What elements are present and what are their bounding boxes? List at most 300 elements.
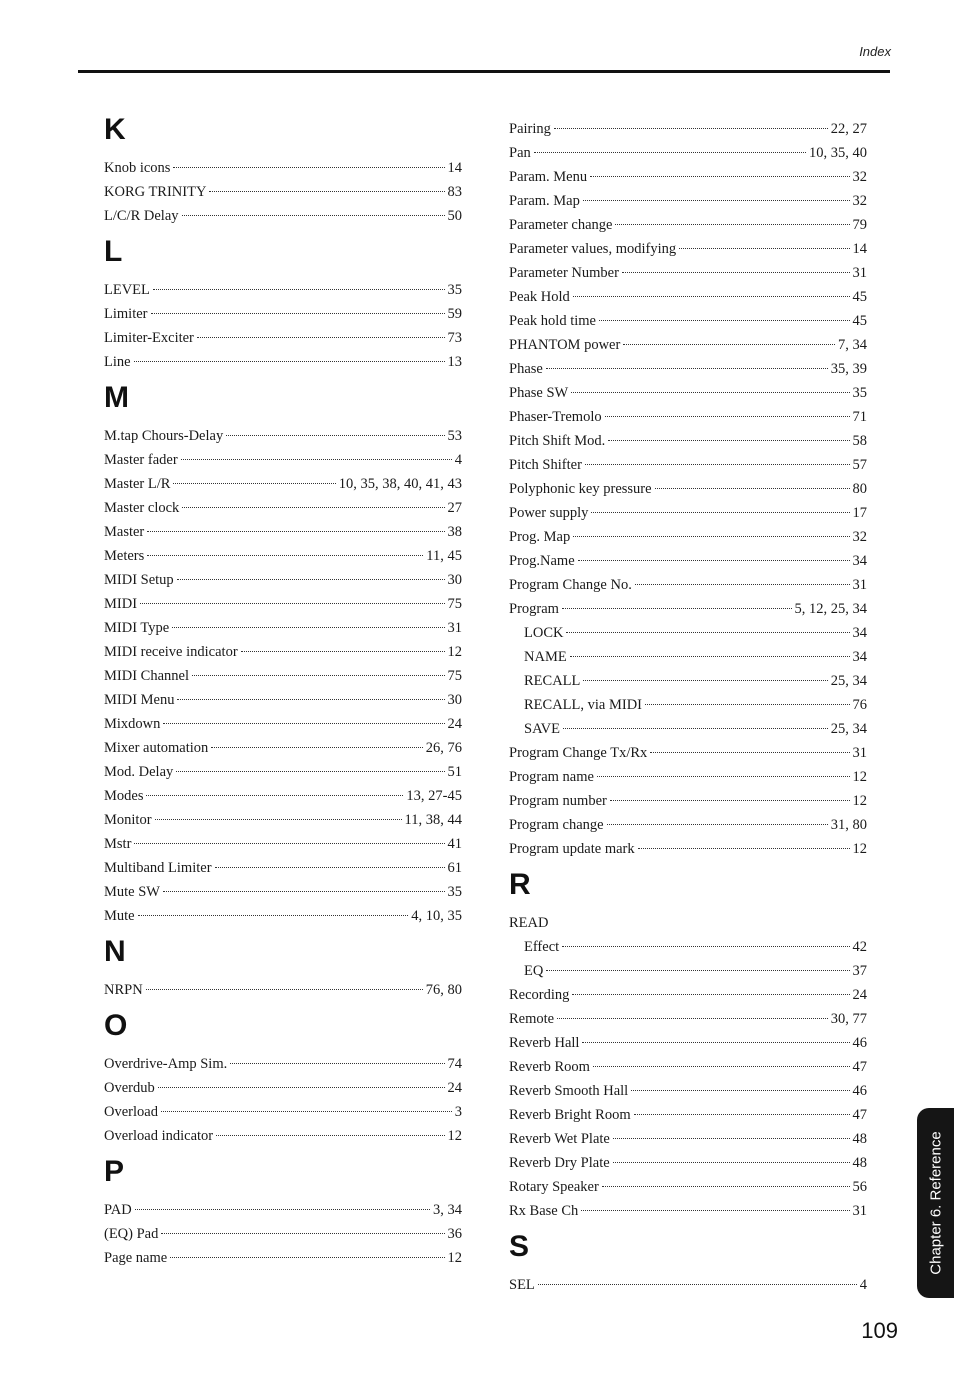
- entry-term: Mixer automation: [104, 740, 209, 756]
- index-entry: [104, 472, 462, 496]
- entry-pages: 13: [447, 354, 462, 370]
- dot-leader: [593, 1066, 850, 1067]
- entry-term: Pitch Shifter: [509, 457, 582, 473]
- dot-leader: [170, 1257, 444, 1258]
- entry-term: Phase SW: [509, 385, 569, 401]
- index-entry: [509, 117, 867, 141]
- entry-term: Knob icons: [104, 160, 171, 176]
- index-entry: [104, 568, 462, 592]
- index-entry: [509, 381, 867, 405]
- entry-term: RECALL: [524, 673, 581, 689]
- index-section: [509, 867, 867, 1223]
- entry-pages: 31: [447, 620, 462, 636]
- dot-leader: [177, 699, 444, 700]
- index-entry: [509, 1199, 867, 1223]
- entry-term: Remote: [509, 1011, 555, 1027]
- entry-term: PAD: [104, 1202, 132, 1218]
- entry-term: Program Change No.: [509, 577, 632, 593]
- entry-term: L/C/R Delay: [104, 208, 179, 224]
- entry-term: RECALL, via MIDI: [524, 697, 642, 713]
- entry-term: Param. Map: [509, 193, 580, 209]
- entry-term: Overload: [104, 1104, 158, 1120]
- entry-term: Pairing: [509, 121, 551, 137]
- entry-term: Phaser-Tremolo: [509, 409, 602, 425]
- entry-term: Recording: [509, 987, 570, 1003]
- entry-term: MIDI Menu: [104, 692, 175, 708]
- entry-pages: 47: [852, 1107, 867, 1123]
- entry-term: MIDI Setup: [104, 572, 174, 588]
- entry-term: Reverb Bright Room: [509, 1107, 631, 1123]
- entry-pages: 42: [852, 939, 867, 955]
- dot-leader: [590, 176, 849, 177]
- index-entry: [104, 326, 462, 350]
- dot-leader: [216, 1135, 444, 1136]
- entry-pages: 31: [852, 1203, 867, 1219]
- index-entry: [104, 1124, 462, 1148]
- index-section: [509, 117, 867, 861]
- entry-pages: 3: [454, 1104, 462, 1120]
- index-entry: [104, 496, 462, 520]
- dot-leader: [241, 651, 445, 652]
- entry-pages: 75: [447, 596, 462, 612]
- entry-term: MIDI Type: [104, 620, 170, 636]
- entry-pages: 31, 80: [830, 817, 867, 833]
- entry-pages: 4: [859, 1277, 867, 1293]
- entry-term: Program change: [509, 817, 604, 833]
- dot-leader: [631, 1090, 849, 1091]
- dot-leader: [215, 867, 445, 868]
- entry-pages: 46: [852, 1083, 867, 1099]
- entry-term: Peak hold time: [509, 313, 596, 329]
- entry-pages: 80: [852, 481, 867, 497]
- index-entry: [509, 1175, 867, 1199]
- dot-leader: [163, 723, 444, 724]
- entry-pages: 51: [447, 764, 462, 780]
- entry-pages: 47: [852, 1059, 867, 1075]
- index-subentry: [509, 717, 867, 741]
- entry-term: MIDI receive indicator: [104, 644, 238, 660]
- dot-leader: [173, 483, 335, 484]
- entry-pages: 24: [852, 987, 867, 1003]
- index-subentry: [509, 693, 867, 717]
- dot-leader: [679, 248, 849, 249]
- index-entry: [509, 165, 867, 189]
- entry-term: Peak Hold: [509, 289, 570, 305]
- index-entry: [509, 1273, 867, 1297]
- index-section: [104, 1008, 462, 1148]
- entry-term: Reverb Wet Plate: [509, 1131, 610, 1147]
- entry-term: Master: [104, 524, 145, 540]
- index-entry: [509, 141, 867, 165]
- entry-pages: 76: [852, 697, 867, 713]
- entry-pages: 37: [852, 963, 867, 979]
- index-section: [104, 234, 462, 374]
- index-entry: [104, 1222, 462, 1246]
- dot-leader: [151, 313, 445, 314]
- entry-pages: 75: [447, 668, 462, 684]
- entry-term: Prog. Map: [509, 529, 571, 545]
- entry-pages: 83: [447, 184, 462, 200]
- dot-leader: [572, 994, 849, 995]
- entry-term: Pan: [509, 145, 531, 161]
- dot-leader: [211, 747, 422, 748]
- entry-term: NRPN: [104, 982, 143, 998]
- index-entry: [104, 784, 462, 808]
- dot-leader: [557, 1018, 828, 1019]
- index-section: [509, 1229, 867, 1297]
- index-entry: [104, 544, 462, 568]
- index-entry: [104, 664, 462, 688]
- entry-term: Rotary Speaker: [509, 1179, 599, 1195]
- entry-term: Program update mark: [509, 841, 635, 857]
- index-entry: [104, 156, 462, 180]
- index-entry: [104, 1198, 462, 1222]
- index-entry: [509, 983, 867, 1007]
- entry-pages: 34: [852, 553, 867, 569]
- dot-leader: [615, 224, 849, 225]
- dot-leader: [146, 795, 403, 796]
- entry-term: Phase: [509, 361, 543, 377]
- dot-leader: [161, 1233, 444, 1234]
- index-entry: [509, 741, 867, 765]
- entry-term: Modes: [104, 788, 144, 804]
- entry-pages: 76, 80: [425, 982, 462, 998]
- entry-term: MIDI: [104, 596, 138, 612]
- entry-term: LOCK: [524, 625, 564, 641]
- index-entry: [509, 213, 867, 237]
- entry-term: Line: [104, 354, 131, 370]
- index-entry: [509, 429, 867, 453]
- entry-pages: 3, 34: [433, 1202, 462, 1218]
- entry-term: NAME: [524, 649, 567, 665]
- entry-pages: 30: [447, 692, 462, 708]
- entry-pages: 71: [852, 409, 867, 425]
- dot-leader: [197, 337, 445, 338]
- dot-leader: [655, 488, 850, 489]
- index-entry: [104, 640, 462, 664]
- entry-pages: 32: [852, 169, 867, 185]
- entry-term: Mute: [104, 908, 135, 924]
- entry-pages: 10, 35, 40: [809, 145, 867, 161]
- entry-term: Limiter: [104, 306, 148, 322]
- entry-term: Mod. Delay: [104, 764, 174, 780]
- index-entry: [509, 813, 867, 837]
- index-entry: [104, 832, 462, 856]
- entry-term: MIDI Channel: [104, 668, 189, 684]
- index-entry: [104, 856, 462, 880]
- index-section: [104, 112, 462, 228]
- dot-leader: [546, 368, 828, 369]
- section-letter: N: [104, 935, 126, 968]
- index-entry: [509, 501, 867, 525]
- entry-pages: 31: [852, 577, 867, 593]
- index-entry: [104, 736, 462, 760]
- entry-pages: 50: [447, 208, 462, 224]
- index-subentry: [509, 621, 867, 645]
- entry-term: KORG TRINITY: [104, 184, 207, 200]
- entry-pages: 32: [852, 193, 867, 209]
- dot-leader: [613, 1138, 850, 1139]
- dot-leader: [571, 392, 849, 393]
- entry-pages: 32: [852, 529, 867, 545]
- entry-term: PHANTOM power: [509, 337, 621, 353]
- dot-leader: [597, 776, 850, 777]
- index-entry: [104, 1076, 462, 1100]
- dot-leader: [607, 824, 828, 825]
- dot-leader: [146, 989, 423, 990]
- index-entry: [509, 453, 867, 477]
- entry-term: Master fader: [104, 452, 178, 468]
- index-entry: [509, 765, 867, 789]
- dot-leader: [192, 675, 445, 676]
- index-entry: [104, 712, 462, 736]
- entry-pages: 36: [447, 1226, 462, 1242]
- entry-pages: 14: [852, 241, 867, 257]
- entry-term: Rx Base Ch: [509, 1203, 579, 1219]
- entry-term: Mixdown: [104, 716, 161, 732]
- entry-pages: 59: [447, 306, 462, 322]
- chapter-side-tab-label: Chapter 6. Reference: [927, 1131, 944, 1275]
- index-entry: [104, 760, 462, 784]
- entry-pages: 4, 10, 35: [411, 908, 462, 924]
- entry-term: LEVEL: [104, 282, 150, 298]
- index-entry: [104, 1246, 462, 1270]
- dot-leader: [158, 1087, 445, 1088]
- entry-pages: 12: [852, 793, 867, 809]
- entry-term: Overload indicator: [104, 1128, 214, 1144]
- header-title: Index: [859, 44, 891, 59]
- dot-leader: [635, 584, 850, 585]
- chapter-side-tab: [917, 1108, 954, 1298]
- entry-pages: 24: [447, 716, 462, 732]
- dot-leader: [634, 1114, 850, 1115]
- index-entry: [104, 592, 462, 616]
- entry-pages: 31: [852, 745, 867, 761]
- index-section: [104, 380, 462, 928]
- dot-leader: [538, 1284, 857, 1285]
- entry-pages: 27: [447, 500, 462, 516]
- entry-pages: 45: [852, 289, 867, 305]
- dot-leader: [650, 752, 849, 753]
- entry-pages: 56: [852, 1179, 867, 1195]
- entry-term: Meters: [104, 548, 145, 564]
- dot-leader: [226, 435, 444, 436]
- dot-leader: [582, 1042, 849, 1043]
- dot-leader: [591, 512, 849, 513]
- entry-term: Power supply: [509, 505, 589, 521]
- dot-leader: [147, 531, 444, 532]
- index-entry: [509, 789, 867, 813]
- dot-leader: [602, 1186, 850, 1187]
- index-entry: [104, 1100, 462, 1124]
- index-section: [104, 1154, 462, 1270]
- dot-leader: [134, 843, 444, 844]
- dot-leader: [173, 167, 444, 168]
- entry-term: Mute SW: [104, 884, 160, 900]
- index-entry: [509, 237, 867, 261]
- index-entry: [509, 1031, 867, 1055]
- dot-leader: [155, 819, 402, 820]
- index-subentry: [509, 669, 867, 693]
- dot-leader: [645, 704, 850, 705]
- index-entry: [104, 688, 462, 712]
- dot-leader: [585, 464, 850, 465]
- index-entry: [104, 448, 462, 472]
- entry-term: Mstr: [104, 836, 132, 852]
- entry-term: Effect: [524, 939, 560, 955]
- entry-pages: 41: [447, 836, 462, 852]
- dot-leader: [562, 946, 849, 947]
- entry-pages: 12: [852, 769, 867, 785]
- dot-leader: [583, 200, 850, 201]
- entry-term: SEL: [509, 1277, 535, 1293]
- index-entry: [104, 978, 462, 1002]
- dot-leader: [573, 296, 850, 297]
- entry-pages: 58: [852, 433, 867, 449]
- dot-leader: [140, 603, 444, 604]
- entry-term: SAVE: [524, 721, 560, 737]
- entry-term: Reverb Hall: [509, 1035, 580, 1051]
- dot-leader: [578, 560, 850, 561]
- entry-pages: 34: [852, 649, 867, 665]
- entry-term: Multiband Limiter: [104, 860, 212, 876]
- index-entry: [509, 1079, 867, 1103]
- entry-pages: 48: [852, 1155, 867, 1171]
- dot-leader: [182, 507, 444, 508]
- dot-leader: [209, 191, 444, 192]
- dot-leader: [163, 891, 445, 892]
- dot-leader: [554, 128, 828, 129]
- entry-pages: 35: [447, 282, 462, 298]
- index-entry: [104, 520, 462, 544]
- section-letter: M: [104, 381, 129, 414]
- index-entry: [509, 357, 867, 381]
- index-subentry: [509, 645, 867, 669]
- index-entry: [509, 837, 867, 861]
- dot-leader: [608, 440, 849, 441]
- index-entry: [104, 1052, 462, 1076]
- dot-leader: [134, 361, 445, 362]
- dot-leader: [599, 320, 850, 321]
- entry-pages: 35, 39: [830, 361, 867, 377]
- dot-leader: [610, 800, 850, 801]
- dot-leader: [147, 555, 423, 556]
- index-entry: [104, 808, 462, 832]
- index-entry: [509, 1103, 867, 1127]
- index-entry: [104, 424, 462, 448]
- entry-pages: 48: [852, 1131, 867, 1147]
- index-subentry: [509, 935, 867, 959]
- index-entry: [509, 597, 867, 621]
- entry-pages: 7, 34: [838, 337, 867, 353]
- entry-term: Program: [509, 601, 559, 617]
- entry-term: M.tap Chours-Delay: [104, 428, 224, 444]
- dot-leader: [230, 1063, 444, 1064]
- entry-term: Param. Menu: [509, 169, 588, 185]
- index-section: [104, 934, 462, 1002]
- entry-pages: 73: [447, 330, 462, 346]
- entry-pages: 13, 27-45: [406, 788, 462, 804]
- dot-leader: [622, 272, 850, 273]
- page-number: 109: [861, 1318, 898, 1343]
- entry-term: Polyphonic key pressure: [509, 481, 652, 497]
- entry-term: Program number: [509, 793, 607, 809]
- entry-pages: 14: [447, 160, 462, 176]
- index-entry: [509, 405, 867, 429]
- entry-pages: 24: [447, 1080, 462, 1096]
- entry-pages: 26, 76: [425, 740, 462, 756]
- index-entry: [509, 1151, 867, 1175]
- index-entry: [509, 309, 867, 333]
- index-entry: [509, 333, 867, 357]
- entry-pages: 61: [447, 860, 462, 876]
- section-letter: L: [104, 235, 123, 268]
- dot-leader: [563, 728, 828, 729]
- entry-term: Parameter change: [509, 217, 613, 233]
- index-entry: [509, 285, 867, 309]
- index-entry: [509, 549, 867, 573]
- entry-pages: 12: [447, 1250, 462, 1266]
- dot-leader: [581, 1210, 849, 1211]
- index-entry: [104, 904, 462, 928]
- entry-pages: 25, 34: [830, 673, 867, 689]
- index-entry: [104, 616, 462, 640]
- entry-term: Reverb Room: [509, 1059, 590, 1075]
- section-letter: P: [104, 1155, 125, 1188]
- dot-leader: [562, 608, 792, 609]
- header-rule: [78, 70, 890, 73]
- dot-leader: [181, 459, 452, 460]
- entry-term: Prog.Name: [509, 553, 575, 569]
- dot-leader: [605, 416, 850, 417]
- entry-pages: 79: [852, 217, 867, 233]
- dot-leader: [135, 1209, 430, 1210]
- dot-leader: [566, 632, 849, 633]
- entry-pages: 12: [852, 841, 867, 857]
- entry-pages: 38: [447, 524, 462, 540]
- dot-leader: [153, 289, 445, 290]
- entry-pages: 57: [852, 457, 867, 473]
- entry-pages: 34: [852, 625, 867, 641]
- entry-pages: 35: [852, 385, 867, 401]
- entry-term: Limiter-Exciter: [104, 330, 194, 346]
- entry-term: Reverb Smooth Hall: [509, 1083, 629, 1099]
- index-entry: [509, 477, 867, 501]
- entry-pages: 30: [447, 572, 462, 588]
- index-entry: [509, 189, 867, 213]
- entry-pages: 30, 77: [830, 1011, 867, 1027]
- entry-term: Parameter values, modifying: [509, 241, 677, 257]
- entry-pages: 11, 45: [426, 548, 462, 564]
- entry-pages: 17: [852, 505, 867, 521]
- index-column-left: [104, 112, 462, 1270]
- dot-leader: [182, 215, 445, 216]
- entry-term: Master L/R: [104, 476, 171, 492]
- index-entry: [509, 1127, 867, 1151]
- index-entry: [509, 525, 867, 549]
- entry-pages: 53: [447, 428, 462, 444]
- entry-term: EQ: [524, 963, 544, 979]
- section-letter: S: [509, 1230, 530, 1263]
- entry-pages: 4: [454, 452, 462, 468]
- entry-term: Overdrive-Amp Sim.: [104, 1056, 228, 1072]
- index-entry: [509, 573, 867, 597]
- index-entry: [104, 180, 462, 204]
- dot-leader: [177, 579, 445, 580]
- entry-pages: 12: [447, 1128, 462, 1144]
- index-entry: [104, 278, 462, 302]
- dot-leader: [638, 848, 850, 849]
